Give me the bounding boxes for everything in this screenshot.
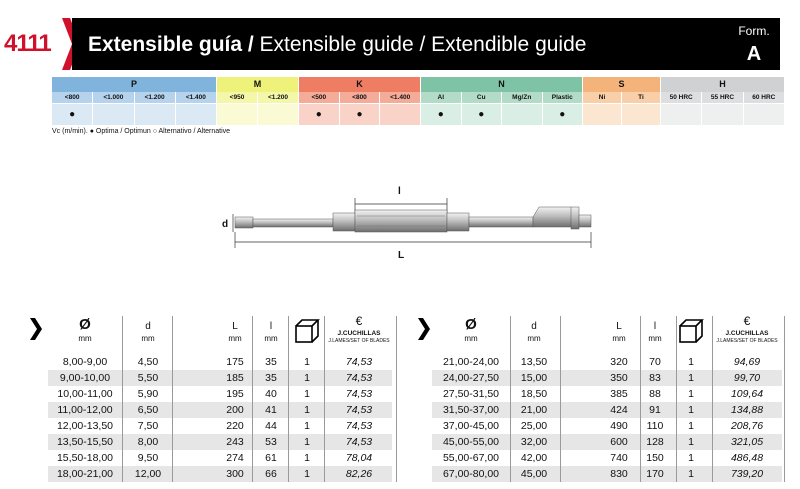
l-cell: 88 bbox=[649, 388, 661, 400]
header-d-unit: mm bbox=[527, 334, 541, 343]
column-divider bbox=[712, 316, 713, 482]
header-diameter-unit: mm bbox=[464, 334, 478, 343]
diameter-cell: 13,50-15,50 bbox=[56, 436, 114, 448]
table-row bbox=[432, 450, 782, 466]
material-suitability-cell bbox=[135, 104, 175, 125]
table-row bbox=[48, 386, 392, 402]
header-L-unit: mm bbox=[612, 334, 626, 343]
header-euro: € bbox=[743, 314, 751, 328]
table-row bbox=[432, 466, 782, 482]
qty-cell: 1 bbox=[688, 420, 694, 432]
L-cell: 185 bbox=[226, 372, 244, 384]
table-row bbox=[432, 402, 782, 418]
price-cell: 94,69 bbox=[733, 356, 761, 368]
diameter-cell: 45,00-55,00 bbox=[442, 436, 500, 448]
price-cell: 78,04 bbox=[345, 452, 373, 464]
material-suitability-cell bbox=[380, 104, 420, 125]
L-cell: 490 bbox=[610, 420, 628, 432]
price-cell: 208,76 bbox=[730, 420, 764, 432]
table-row bbox=[48, 434, 392, 450]
material-subgroup: <950 bbox=[217, 92, 257, 103]
column-divider bbox=[784, 316, 785, 482]
material-suitability-cell: ● bbox=[421, 104, 461, 125]
material-suitability-cell bbox=[217, 104, 257, 125]
material-subgroup: Mg/Zn bbox=[502, 92, 542, 103]
material-group-s: S bbox=[583, 77, 660, 92]
legend: Vc (m/min). ● Optima / Optimun ○ Alternativo / Alternative bbox=[52, 128, 231, 135]
d-cell: 45,00 bbox=[520, 468, 548, 480]
header-diameter: Ø bbox=[79, 316, 91, 333]
qty-cell: 1 bbox=[304, 468, 310, 480]
material-suitability-cell bbox=[583, 104, 621, 125]
column-divider bbox=[122, 316, 123, 482]
box-icon bbox=[294, 318, 320, 344]
column-divider bbox=[676, 316, 677, 482]
material-suitability-cell bbox=[502, 104, 542, 125]
l-cell: 61 bbox=[265, 452, 277, 464]
price-cell: 74,53 bbox=[345, 356, 373, 368]
price-cell: 74,53 bbox=[345, 436, 373, 448]
material-suitability-cell bbox=[622, 104, 660, 125]
qty-cell: 1 bbox=[688, 372, 694, 384]
header-price-2: J.LAMES/SET OF BLADES bbox=[328, 338, 390, 344]
header-euro: € bbox=[355, 314, 363, 328]
tool-drawing bbox=[215, 182, 615, 262]
header-d: d bbox=[145, 321, 151, 332]
material-group-m: M bbox=[217, 77, 298, 92]
diameter-cell: 21,00-24,00 bbox=[442, 356, 500, 368]
l-cell: 66 bbox=[265, 468, 277, 480]
l-cell: 44 bbox=[265, 420, 277, 432]
material-subgroup: Plastic bbox=[543, 92, 583, 103]
d-cell: 6,50 bbox=[137, 404, 159, 416]
qty-cell: 1 bbox=[688, 388, 694, 400]
column-divider bbox=[560, 316, 561, 482]
L-cell: 600 bbox=[610, 436, 628, 448]
l-cell: 40 bbox=[265, 388, 277, 400]
qty-cell: 1 bbox=[304, 404, 310, 416]
header-l: l bbox=[269, 321, 273, 332]
header-d-unit: mm bbox=[141, 334, 155, 343]
L-cell: 175 bbox=[226, 356, 244, 368]
price-cell: 321,05 bbox=[730, 436, 764, 448]
dimension-d: d bbox=[222, 219, 229, 230]
column-divider bbox=[510, 316, 511, 482]
l-cell: 70 bbox=[649, 356, 661, 368]
qty-cell: 1 bbox=[688, 452, 694, 464]
material-suitability-cell bbox=[93, 104, 133, 125]
header-L: L bbox=[232, 321, 238, 332]
table-row bbox=[48, 418, 392, 434]
material-suitability-cell bbox=[661, 104, 701, 125]
L-cell: 350 bbox=[610, 372, 628, 384]
diameter-cell: 11,00-12,00 bbox=[57, 404, 113, 416]
material-subgroup: Ni bbox=[583, 92, 621, 103]
L-cell: 243 bbox=[226, 436, 244, 448]
qty-cell: 1 bbox=[688, 436, 694, 448]
diameter-cell: 18,00-21,00 bbox=[56, 468, 114, 480]
l-cell: 83 bbox=[649, 372, 661, 384]
d-cell: 5,90 bbox=[137, 388, 159, 400]
d-cell: 4,50 bbox=[137, 356, 159, 368]
material-suitability-cell bbox=[702, 104, 742, 125]
L-cell: 220 bbox=[226, 420, 244, 432]
L-cell: 274 bbox=[226, 452, 244, 464]
L-cell: 320 bbox=[610, 356, 628, 368]
d-cell: 5,50 bbox=[137, 372, 159, 384]
d-cell: 15,00 bbox=[520, 372, 548, 384]
header-l: l bbox=[653, 321, 657, 332]
L-cell: 424 bbox=[610, 404, 628, 416]
L-cell: 740 bbox=[610, 452, 628, 464]
header-L-unit: mm bbox=[228, 334, 242, 343]
d-cell: 8,00 bbox=[137, 436, 159, 448]
price-cell: 74,53 bbox=[345, 388, 373, 400]
table-row bbox=[48, 402, 392, 418]
header-L: L bbox=[616, 321, 622, 332]
diameter-cell: 27,50-31,50 bbox=[442, 388, 500, 400]
d-cell: 18,50 bbox=[520, 388, 548, 400]
column-divider bbox=[252, 316, 253, 482]
column-divider bbox=[324, 316, 325, 482]
table-row bbox=[48, 370, 392, 386]
material-subgroup: <1.400 bbox=[176, 92, 216, 103]
form-label: Form. bbox=[738, 24, 770, 38]
material-subgroup: <1.400 bbox=[380, 92, 420, 103]
l-cell: 110 bbox=[646, 420, 664, 432]
table-row bbox=[432, 418, 782, 434]
diameter-cell: 31,50-37,00 bbox=[442, 404, 500, 416]
dimension-L: L bbox=[398, 250, 405, 261]
diameter-cell: 24,00-27,50 bbox=[442, 372, 500, 384]
form-value: A bbox=[746, 43, 762, 65]
qty-cell: 1 bbox=[304, 420, 310, 432]
material-group-n: N bbox=[421, 77, 582, 92]
qty-cell: 1 bbox=[688, 468, 694, 480]
diameter-cell: 15,50-18,00 bbox=[56, 452, 114, 464]
material-subgroup: 50 HRC bbox=[661, 92, 701, 103]
d-cell: 9,50 bbox=[137, 452, 159, 464]
diameter-cell: 37,00-45,00 bbox=[442, 420, 500, 432]
L-cell: 830 bbox=[610, 468, 628, 480]
material-suitability-cell: ● bbox=[52, 104, 92, 125]
header-diameter-unit: mm bbox=[78, 334, 92, 343]
material-suitability-cell: ● bbox=[543, 104, 583, 125]
material-subgroup: <1.200 bbox=[135, 92, 175, 103]
price-cell: 82,26 bbox=[345, 468, 373, 480]
material-group-p: P bbox=[52, 77, 216, 92]
price-cell: 74,53 bbox=[345, 372, 373, 384]
qty-cell: 1 bbox=[304, 436, 310, 448]
material-subgroup: Ti bbox=[622, 92, 660, 103]
diameter-cell: 55,00-67,00 bbox=[442, 452, 500, 464]
header-l-unit: mm bbox=[648, 334, 662, 343]
dimension-l: l bbox=[398, 186, 401, 197]
material-suitability-cell bbox=[258, 104, 298, 125]
l-cell: 35 bbox=[265, 356, 277, 368]
qty-cell: 1 bbox=[304, 452, 310, 464]
d-cell: 42,00 bbox=[520, 452, 548, 464]
l-cell: 91 bbox=[649, 404, 661, 416]
box-icon bbox=[678, 318, 704, 344]
L-cell: 200 bbox=[226, 404, 244, 416]
header-d: d bbox=[531, 321, 537, 332]
material-suitability-cell bbox=[744, 104, 784, 125]
material-suitability-cell: ● bbox=[299, 104, 339, 125]
d-cell: 25,00 bbox=[520, 420, 548, 432]
material-group-h: H bbox=[661, 77, 784, 92]
price-cell: 74,53 bbox=[345, 404, 373, 416]
header-diameter: Ø bbox=[465, 316, 477, 333]
header-price-2: J.LAMES/SET OF BLADES bbox=[716, 338, 778, 344]
d-cell: 13,50 bbox=[520, 356, 548, 368]
l-cell: 170 bbox=[646, 468, 664, 480]
column-divider bbox=[396, 316, 397, 482]
material-suitability-cell: ● bbox=[462, 104, 502, 125]
price-cell: 486,48 bbox=[730, 452, 764, 464]
material-group-k: K bbox=[299, 77, 420, 92]
column-divider bbox=[172, 316, 173, 482]
diameter-cell: 67,00-80,00 bbox=[442, 468, 500, 480]
d-cell: 21,00 bbox=[520, 404, 548, 416]
material-subgroup: <800 bbox=[52, 92, 92, 103]
diameter-cell: 12,00-13,50 bbox=[56, 420, 114, 432]
price-cell: 74,53 bbox=[345, 420, 373, 432]
material-subgroup: 55 HRC bbox=[702, 92, 742, 103]
table-row bbox=[432, 386, 782, 402]
material-subgroup: Al bbox=[421, 92, 461, 103]
header-price-1: J.CUCHILLAS bbox=[337, 330, 381, 337]
diameter-cell: 10,00-11,00 bbox=[57, 388, 113, 400]
table-row bbox=[432, 370, 782, 386]
price-cell: 109,64 bbox=[730, 388, 764, 400]
material-suitability-cell: ● bbox=[340, 104, 380, 125]
price-cell: 99,70 bbox=[733, 372, 761, 384]
qty-cell: 1 bbox=[688, 356, 694, 368]
l-cell: 53 bbox=[265, 436, 277, 448]
qty-cell: 1 bbox=[304, 356, 310, 368]
L-cell: 195 bbox=[226, 388, 244, 400]
page-title: Extensible guía / Extensible guide / Extendible guide bbox=[88, 33, 587, 56]
qty-cell: 1 bbox=[304, 388, 310, 400]
table-row bbox=[432, 434, 782, 450]
d-cell: 7,50 bbox=[137, 420, 159, 432]
diameter-cell: 8,00-9,00 bbox=[62, 356, 108, 368]
header-l-unit: mm bbox=[264, 334, 278, 343]
table-row bbox=[48, 466, 392, 482]
d-cell: 12,00 bbox=[134, 468, 162, 480]
table-row bbox=[48, 450, 392, 466]
product-code: 4111 bbox=[4, 30, 51, 57]
material-subgroup: Cu bbox=[462, 92, 502, 103]
l-cell: 41 bbox=[265, 404, 277, 416]
column-divider bbox=[288, 316, 289, 482]
chevron-right-icon bbox=[418, 318, 430, 340]
d-cell: 32,00 bbox=[520, 436, 548, 448]
column-divider bbox=[640, 316, 641, 482]
L-cell: 300 bbox=[226, 468, 244, 480]
qty-cell: 1 bbox=[304, 372, 310, 384]
l-cell: 150 bbox=[646, 452, 664, 464]
chevron-right-icon bbox=[30, 318, 42, 340]
header-price-1: J.CUCHILLAS bbox=[725, 330, 769, 337]
L-cell: 385 bbox=[610, 388, 628, 400]
material-suitability-cell bbox=[176, 104, 216, 125]
material-subgroup: 60 HRC bbox=[744, 92, 784, 103]
l-cell: 35 bbox=[265, 372, 277, 384]
qty-cell: 1 bbox=[688, 404, 694, 416]
price-cell: 134,88 bbox=[730, 404, 764, 416]
table-row bbox=[432, 354, 782, 370]
material-subgroup: <800 bbox=[340, 92, 380, 103]
diameter-cell: 9,00-10,00 bbox=[59, 372, 111, 384]
material-subgroup: <1.000 bbox=[93, 92, 133, 103]
material-subgroup: <1.200 bbox=[258, 92, 298, 103]
material-subgroup: <500 bbox=[299, 92, 339, 103]
table-row bbox=[48, 354, 392, 370]
price-cell: 739,20 bbox=[730, 468, 764, 480]
l-cell: 128 bbox=[646, 436, 664, 448]
